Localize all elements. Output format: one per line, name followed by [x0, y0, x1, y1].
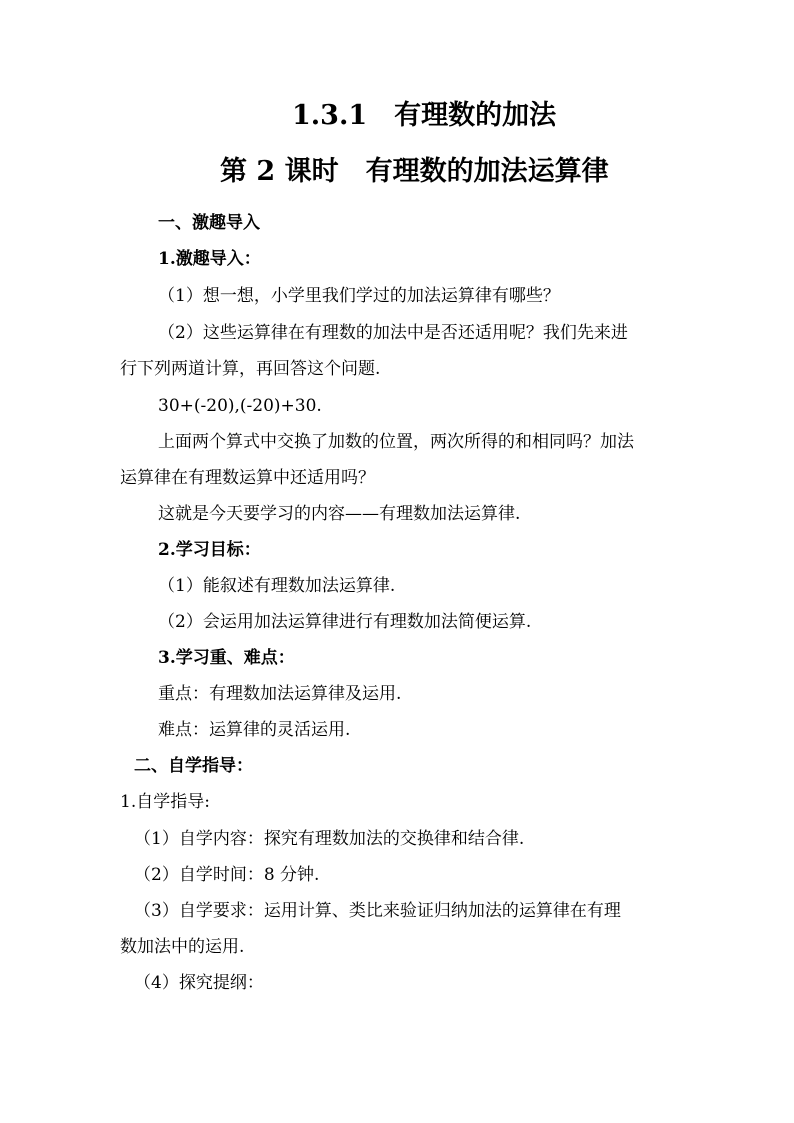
instruction-3-line-1: （3）自学要求：运用计算、类比来验证归纳加法的运算律在有理 [134, 901, 621, 921]
instruction-1: （1）自学内容：探究有理数加法的交换律和结合律. [134, 829, 525, 849]
difficulty-point: 难点：运算律的灵活运用. [158, 720, 351, 740]
subheading-key-points: 3.学习重、难点： [158, 648, 295, 668]
instruction-4: （4）探究提纲： [134, 973, 264, 993]
question-1: （1）想一想，小学里我们学过的加法运算律有哪些？ [158, 286, 560, 306]
question-2-line-1: （2）这些运算律在有理数的加法中是否还适用呢？我们先来进 [158, 323, 628, 343]
instruction-2: （2）自学时间：8 分钟. [134, 865, 320, 885]
question-2-line-2: 行下列两道计算，再回答这个问题. [120, 359, 381, 379]
expression: 30+(-20),(-20)+30. [158, 396, 322, 416]
lesson-subtitle: 第 2 课时 有理数的加法运算律 [220, 156, 609, 187]
instruction-3-line-2: 数加法中的运用. [120, 937, 245, 957]
section-heading-self-study: 二、自学指导： [134, 756, 253, 776]
goal-2: （2）会运用加法运算律进行有理数加法简便运算. [158, 612, 532, 632]
paragraph-line-1: 上面两个算式中交换了加数的位置，两次所得的和相同吗？加法 [158, 432, 634, 452]
intro-sentence: 这就是今天要学习的内容——有理数加法运算律. [158, 504, 521, 524]
key-point: 重点：有理数加法运算律及运用. [158, 684, 402, 704]
section-heading-intro: 一、激趣导入 [158, 213, 260, 233]
subheading-intro: 1.激趣导入： [158, 249, 261, 269]
paragraph-line-2: 运算律在有理数运算中还适用吗？ [120, 468, 375, 488]
subheading-self-study: 1.自学指导: [120, 792, 210, 812]
subheading-goals: 2.学习目标： [158, 540, 261, 560]
goal-1: （1）能叙述有理数加法运算律. [158, 576, 396, 596]
lesson-title: 1.3.1 有理数的加法 [292, 100, 557, 131]
